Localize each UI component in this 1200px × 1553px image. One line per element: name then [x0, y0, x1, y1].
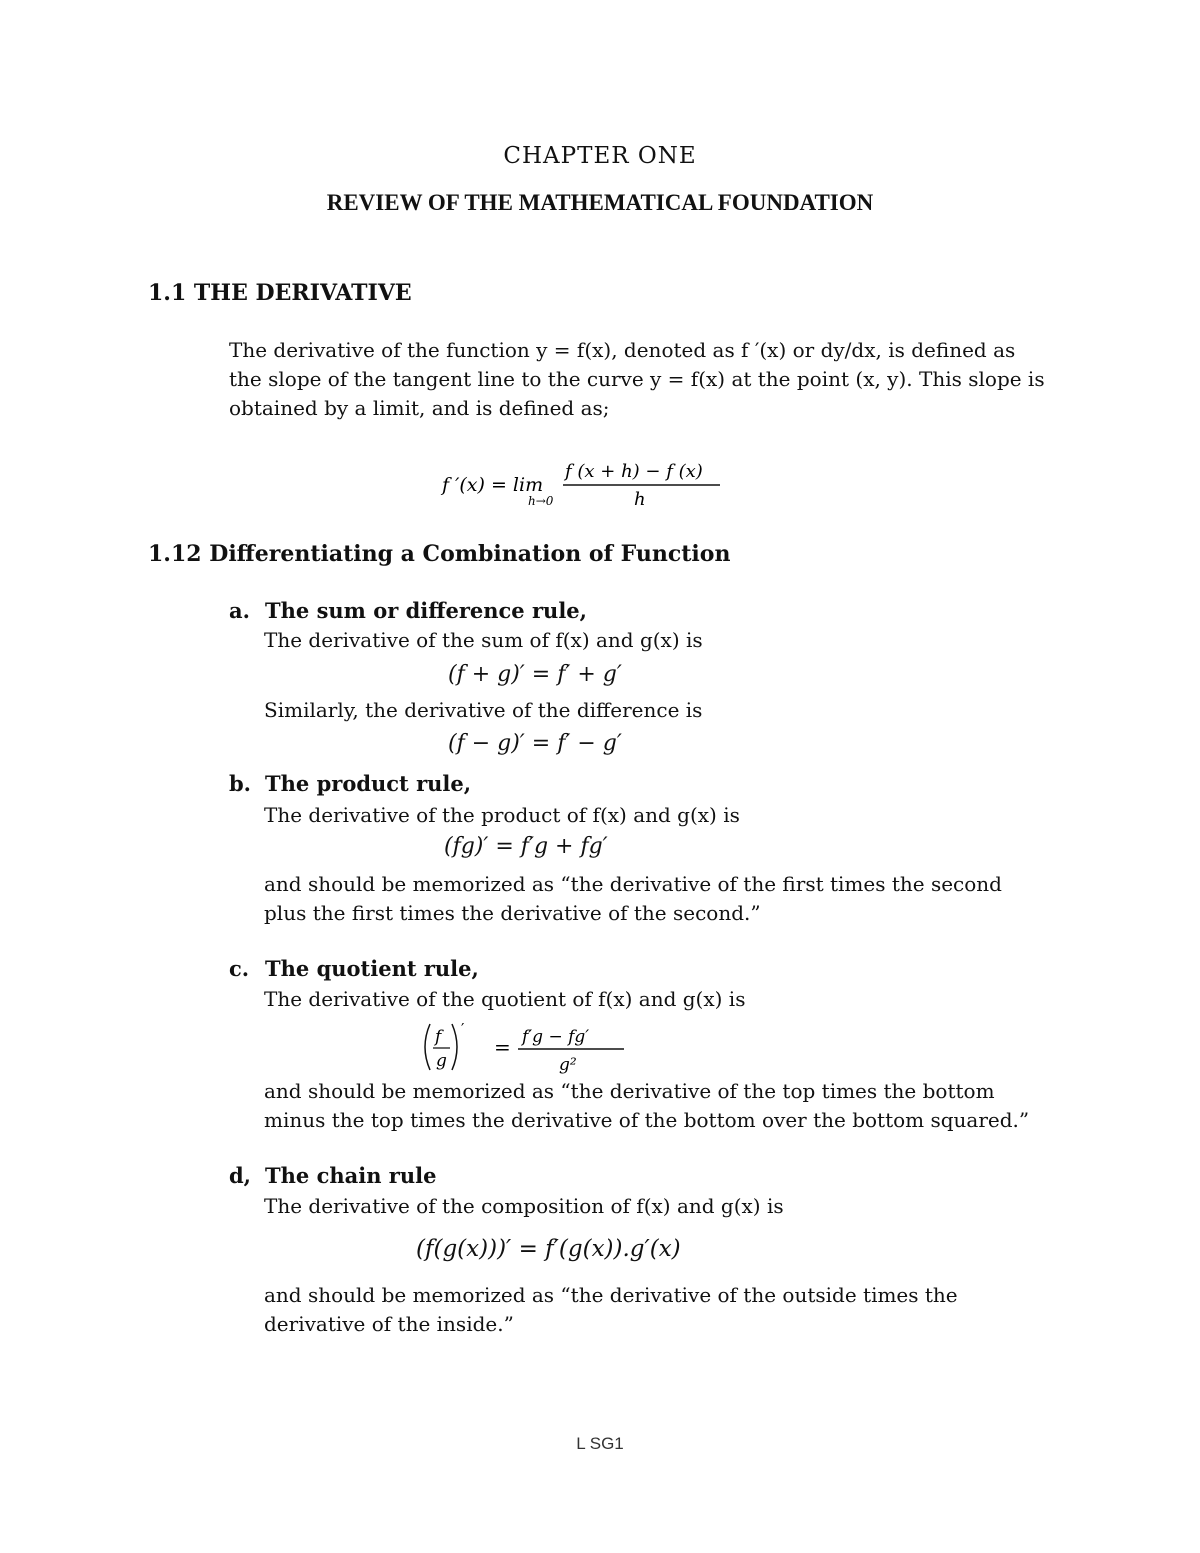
- formula-denominator: h: [634, 489, 646, 510]
- rule-title: The quotient rule,: [265, 956, 479, 981]
- quotient-rule-mnemonic: [264, 1077, 1058, 1135]
- formula-lhs: f ′(x) = lim: [442, 474, 544, 496]
- rule-heading-quotient: [229, 956, 479, 981]
- page-footer: L SG1: [576, 1434, 624, 1453]
- quotient-rule-formula: [412, 1018, 642, 1078]
- difference-rule-text: Similarly, the derivative of the difference is: [264, 698, 703, 722]
- chapter-label: CHAPTER ONE: [503, 143, 697, 169]
- quotient-prime: ′: [461, 1020, 465, 1038]
- mnemonic-line-1: and should be memorized as “the derivative of the first times the second: [264, 872, 1002, 896]
- product-rule-mnemonic: [264, 870, 1058, 928]
- mnemonic-line-2: minus the top times the derivative of the bottom over the bottom squared.”: [264, 1108, 1030, 1132]
- rule-title: The chain rule: [265, 1163, 437, 1188]
- rule-heading-product: [229, 771, 471, 796]
- product-rule-text: The derivative of the product of f(x) and g(x) is: [264, 803, 740, 827]
- list-marker: a.: [229, 598, 250, 623]
- left-paren: [425, 1024, 430, 1070]
- chain-rule-mnemonic: [264, 1281, 1058, 1339]
- list-marker: b.: [229, 771, 251, 796]
- definition-line-1: The derivative of the function y = f(x), denoted as f ′(x) or dy/dx, is defined as: [229, 338, 1016, 362]
- list-marker: c.: [229, 956, 250, 981]
- chapter-title: REVIEW OF THE MATHEMATICAL FOUNDATION: [326, 190, 874, 215]
- quotient-numerator: f′g − fg′: [522, 1027, 590, 1047]
- definition-line-3: obtained by a limit, and is defined as;: [229, 396, 610, 420]
- rule-heading-sum: [229, 598, 587, 623]
- section-heading-derivative: 1.1 THE DERIVATIVE: [148, 280, 412, 306]
- formula-numerator: f (x + h) − f (x): [565, 461, 703, 482]
- sum-rule-text: The derivative of the sum of f(x) and g(x) is: [264, 628, 703, 652]
- chain-rule-formula: (f(g(x)))′ = f′(g(x)).g′(x): [416, 1236, 681, 1262]
- right-paren: [452, 1024, 457, 1070]
- rule-heading-chain: [229, 1163, 436, 1188]
- list-marker: d,: [229, 1163, 251, 1188]
- quotient-f: f: [435, 1027, 442, 1047]
- mnemonic-line-2: derivative of the inside.”: [264, 1312, 514, 1336]
- mnemonic-line-1: and should be memorized as “the derivative of the top times the bottom: [264, 1079, 995, 1103]
- derivative-definition: [229, 336, 1089, 423]
- quotient-equals: =: [494, 1035, 511, 1059]
- rule-title: The sum or difference rule,: [265, 598, 587, 623]
- rule-title: The product rule,: [265, 771, 472, 796]
- definition-line-2: the slope of the tangent line to the curve y = f(x) at the point (x, y). This slope is: [229, 367, 1045, 391]
- limit-definition-formula: [430, 455, 730, 515]
- section-heading-combination: 1.12 Differentiating a Combination of Function: [148, 541, 731, 567]
- quotient-g: g: [436, 1051, 447, 1071]
- mnemonic-line-1: and should be memorized as “the derivative of the outside times the: [264, 1283, 958, 1307]
- quotient-rule-text: The derivative of the quotient of f(x) and g(x) is: [264, 987, 746, 1011]
- sum-rule-formula: (f + g)′ = f′ + g′: [448, 662, 622, 687]
- chain-rule-text: The derivative of the composition of f(x) and g(x) is: [264, 1194, 784, 1218]
- difference-rule-formula: (f − g)′ = f′ − g′: [448, 731, 622, 756]
- formula-limit-subscript: h→0: [528, 494, 554, 508]
- quotient-denominator: g²: [559, 1055, 577, 1075]
- product-rule-formula: (fg)′ = f′g + fg′: [444, 834, 608, 859]
- mnemonic-line-2: plus the first times the derivative of the second.”: [264, 901, 761, 925]
